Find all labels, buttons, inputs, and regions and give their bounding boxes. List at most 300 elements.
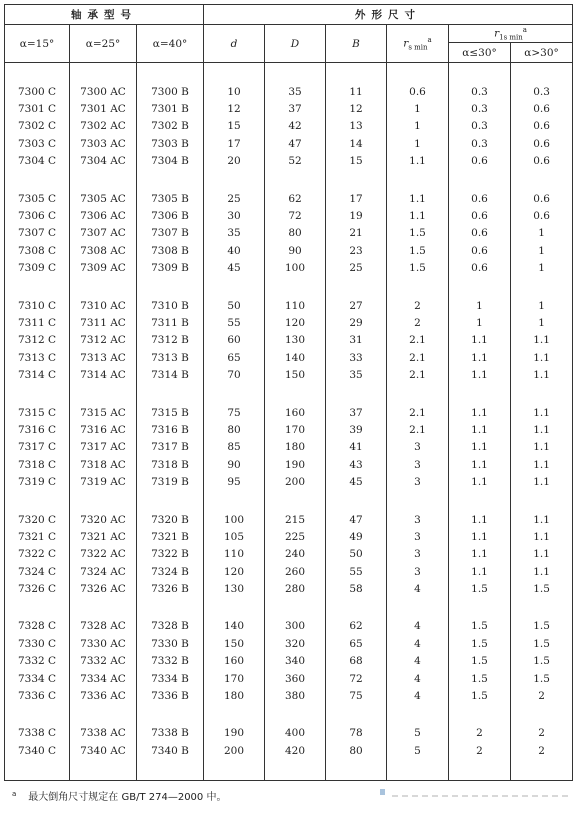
spacer-cell bbox=[5, 63, 70, 84]
cell-model-c: 7300 C bbox=[5, 83, 70, 100]
spacer-cell bbox=[5, 598, 70, 618]
cell-bore-d: 100 bbox=[204, 511, 265, 528]
cell-bore-d: 190 bbox=[204, 725, 265, 742]
table-row bbox=[5, 314, 573, 331]
group-spacer bbox=[5, 63, 573, 84]
cell-model-b: 7300 B bbox=[137, 83, 204, 100]
cell-r1s-gt30: 1.5 bbox=[511, 618, 573, 635]
footnote-mark: a bbox=[12, 789, 17, 798]
cell-model-ac: 7340 AC bbox=[70, 742, 137, 759]
cell-width-B: 58 bbox=[326, 580, 387, 597]
cell-bore-d: 17 bbox=[204, 135, 265, 152]
cell-width-B: 15 bbox=[326, 153, 387, 170]
cell-width-B: 78 bbox=[326, 725, 387, 742]
spacer-cell bbox=[204, 277, 265, 297]
spacer-cell bbox=[204, 705, 265, 725]
spacer-cell bbox=[449, 705, 511, 725]
cell-outer-D: 130 bbox=[265, 332, 326, 349]
cell-rs-min: 1.5 bbox=[387, 225, 449, 242]
cell-rs-min: 1 bbox=[387, 100, 449, 117]
cell-r1s-gt30: 2 bbox=[511, 742, 573, 759]
cell-model-b: 7303 B bbox=[137, 135, 204, 152]
table-row bbox=[5, 297, 573, 314]
cell-model-b: 7338 B bbox=[137, 725, 204, 742]
cell-r1s-le30: 1 bbox=[449, 297, 511, 314]
cell-r1s-gt30: 1.1 bbox=[511, 332, 573, 349]
header-rs-min: $r_{s min}^a$ bbox=[387, 25, 449, 63]
cell-r1s-le30: 0.3 bbox=[449, 83, 511, 100]
cell-outer-D: 180 bbox=[265, 439, 326, 456]
header-alpha-25: α=25° bbox=[70, 25, 137, 63]
cell-width-B: 75 bbox=[326, 687, 387, 704]
cell-rs-min: 1 bbox=[387, 135, 449, 152]
cell-rs-min: 3 bbox=[387, 456, 449, 473]
spacer-cell bbox=[387, 170, 449, 190]
cell-width-B: 50 bbox=[326, 546, 387, 563]
cell-width-B: 47 bbox=[326, 511, 387, 528]
cell-width-B: 43 bbox=[326, 456, 387, 473]
cell-model-b: 7312 B bbox=[137, 332, 204, 349]
cell-model-ac: 7300 AC bbox=[70, 83, 137, 100]
cell-r1s-gt30: 1.1 bbox=[511, 511, 573, 528]
cell-r1s-le30: 0.3 bbox=[449, 100, 511, 117]
spacer-cell bbox=[204, 598, 265, 618]
cell-outer-D: 62 bbox=[265, 190, 326, 207]
cell-model-b: 7304 B bbox=[137, 153, 204, 170]
cell-model-c: 7315 C bbox=[5, 404, 70, 421]
cell-r1s-gt30: 1.1 bbox=[511, 404, 573, 421]
spacer-cell bbox=[326, 63, 387, 84]
cell-model-c: 7320 C bbox=[5, 511, 70, 528]
cell-rs-min: 3 bbox=[387, 439, 449, 456]
spacer-cell bbox=[511, 63, 573, 84]
cell-model-c: 7318 C bbox=[5, 456, 70, 473]
cell-rs-min: 0.6 bbox=[387, 83, 449, 100]
cell-r1s-gt30: 1.1 bbox=[511, 563, 573, 580]
spacer-cell bbox=[265, 63, 326, 84]
cell-r1s-le30: 1.1 bbox=[449, 349, 511, 366]
cell-rs-min: 1.1 bbox=[387, 207, 449, 224]
cell-r1s-le30: 2 bbox=[449, 742, 511, 759]
cell-model-c: 7313 C bbox=[5, 349, 70, 366]
table-row bbox=[5, 153, 573, 170]
cell-r1s-gt30: 0.6 bbox=[511, 190, 573, 207]
cell-rs-min: 2 bbox=[387, 314, 449, 331]
header-r1s-min: $r_{1s min}^a$ bbox=[449, 25, 573, 43]
cell-model-ac: 7306 AC bbox=[70, 207, 137, 224]
cell-outer-D: 170 bbox=[265, 421, 326, 438]
cell-r1s-le30: 0.6 bbox=[449, 190, 511, 207]
end-cell bbox=[5, 760, 70, 781]
header-bearing-model: 轴承型号 bbox=[5, 5, 204, 25]
group-spacer bbox=[5, 705, 573, 725]
cell-r1s-le30: 1.5 bbox=[449, 687, 511, 704]
spacer-cell bbox=[265, 491, 326, 511]
cell-outer-D: 100 bbox=[265, 260, 326, 277]
cell-outer-D: 110 bbox=[265, 297, 326, 314]
spacer-cell bbox=[137, 384, 204, 404]
spacer-cell bbox=[265, 170, 326, 190]
spacer-cell bbox=[265, 277, 326, 297]
cell-width-B: 45 bbox=[326, 473, 387, 490]
cell-model-b: 7324 B bbox=[137, 563, 204, 580]
cell-model-b: 7332 B bbox=[137, 653, 204, 670]
cell-model-ac: 7336 AC bbox=[70, 687, 137, 704]
cell-bore-d: 60 bbox=[204, 332, 265, 349]
cell-model-b: 7319 B bbox=[137, 473, 204, 490]
cell-r1s-le30: 1.5 bbox=[449, 580, 511, 597]
cell-bore-d: 170 bbox=[204, 670, 265, 687]
spacer-cell bbox=[70, 63, 137, 84]
cell-bore-d: 90 bbox=[204, 456, 265, 473]
cell-outer-D: 140 bbox=[265, 349, 326, 366]
cell-bore-d: 55 bbox=[204, 314, 265, 331]
cell-width-B: 23 bbox=[326, 242, 387, 259]
table-row bbox=[5, 332, 573, 349]
cell-r1s-gt30: 0.6 bbox=[511, 118, 573, 135]
cell-model-b: 7313 B bbox=[137, 349, 204, 366]
cell-model-ac: 7304 AC bbox=[70, 153, 137, 170]
cell-model-b: 7336 B bbox=[137, 687, 204, 704]
spacer-cell bbox=[5, 170, 70, 190]
header-dimensions: 外形尺寸 bbox=[204, 5, 573, 25]
cell-bore-d: 85 bbox=[204, 439, 265, 456]
cell-rs-min: 4 bbox=[387, 670, 449, 687]
table-row bbox=[5, 635, 573, 652]
cell-outer-D: 72 bbox=[265, 207, 326, 224]
scan-artifact-line bbox=[392, 795, 572, 797]
cell-model-c: 7302 C bbox=[5, 118, 70, 135]
cell-r1s-le30: 0.3 bbox=[449, 118, 511, 135]
table-row bbox=[5, 366, 573, 383]
cell-width-B: 31 bbox=[326, 332, 387, 349]
spacer-cell bbox=[204, 170, 265, 190]
cell-r1s-gt30: 1 bbox=[511, 314, 573, 331]
cell-width-B: 62 bbox=[326, 618, 387, 635]
cell-r1s-gt30: 1 bbox=[511, 297, 573, 314]
cell-bore-d: 15 bbox=[204, 118, 265, 135]
cell-outer-D: 300 bbox=[265, 618, 326, 635]
cell-model-c: 7311 C bbox=[5, 314, 70, 331]
cell-width-B: 19 bbox=[326, 207, 387, 224]
cell-model-ac: 7326 AC bbox=[70, 580, 137, 597]
cell-model-b: 7308 B bbox=[137, 242, 204, 259]
table-row bbox=[5, 742, 573, 759]
cell-model-ac: 7338 AC bbox=[70, 725, 137, 742]
scan-artifact bbox=[380, 789, 385, 795]
cell-outer-D: 260 bbox=[265, 563, 326, 580]
table-row bbox=[5, 349, 573, 366]
cell-model-ac: 7308 AC bbox=[70, 242, 137, 259]
cell-rs-min: 1.1 bbox=[387, 190, 449, 207]
cell-r1s-le30: 1.5 bbox=[449, 670, 511, 687]
cell-r1s-gt30: 2 bbox=[511, 725, 573, 742]
table-row bbox=[5, 439, 573, 456]
table-end bbox=[5, 760, 573, 781]
table-row bbox=[5, 404, 573, 421]
cell-r1s-le30: 1.1 bbox=[449, 332, 511, 349]
cell-r1s-le30: 1.1 bbox=[449, 421, 511, 438]
cell-rs-min: 5 bbox=[387, 725, 449, 742]
cell-r1s-le30: 1.5 bbox=[449, 653, 511, 670]
spacer-cell bbox=[265, 598, 326, 618]
cell-width-B: 55 bbox=[326, 563, 387, 580]
cell-model-ac: 7310 AC bbox=[70, 297, 137, 314]
cell-outer-D: 380 bbox=[265, 687, 326, 704]
cell-model-c: 7309 C bbox=[5, 260, 70, 277]
cell-rs-min: 2.1 bbox=[387, 332, 449, 349]
cell-rs-min: 4 bbox=[387, 687, 449, 704]
cell-outer-D: 200 bbox=[265, 473, 326, 490]
cell-model-c: 7316 C bbox=[5, 421, 70, 438]
spacer-cell bbox=[137, 705, 204, 725]
group-spacer bbox=[5, 491, 573, 511]
cell-bore-d: 110 bbox=[204, 546, 265, 563]
cell-bore-d: 180 bbox=[204, 687, 265, 704]
cell-bore-d: 45 bbox=[204, 260, 265, 277]
cell-model-c: 7326 C bbox=[5, 580, 70, 597]
table-row bbox=[5, 580, 573, 597]
table-row bbox=[5, 670, 573, 687]
cell-bore-d: 105 bbox=[204, 528, 265, 545]
cell-model-b: 7311 B bbox=[137, 314, 204, 331]
table-row bbox=[5, 421, 573, 438]
spacer-cell bbox=[70, 384, 137, 404]
cell-width-B: 11 bbox=[326, 83, 387, 100]
spacer-cell bbox=[511, 598, 573, 618]
cell-bore-d: 95 bbox=[204, 473, 265, 490]
header-alpha-le-30: α≤30° bbox=[449, 43, 511, 63]
table-row bbox=[5, 725, 573, 742]
cell-width-B: 39 bbox=[326, 421, 387, 438]
spacer-cell bbox=[326, 598, 387, 618]
cell-outer-D: 80 bbox=[265, 225, 326, 242]
cell-r1s-le30: 1.5 bbox=[449, 635, 511, 652]
spacer-cell bbox=[137, 63, 204, 84]
cell-model-b: 7314 B bbox=[137, 366, 204, 383]
cell-rs-min: 2.1 bbox=[387, 421, 449, 438]
cell-r1s-le30: 0.6 bbox=[449, 207, 511, 224]
spacer-cell bbox=[387, 277, 449, 297]
spacer-cell bbox=[70, 491, 137, 511]
header-d: d bbox=[204, 25, 265, 63]
cell-r1s-le30: 1.1 bbox=[449, 366, 511, 383]
cell-rs-min: 4 bbox=[387, 618, 449, 635]
cell-model-c: 7322 C bbox=[5, 546, 70, 563]
cell-bore-d: 20 bbox=[204, 153, 265, 170]
cell-r1s-le30: 1.1 bbox=[449, 456, 511, 473]
cell-model-c: 7319 C bbox=[5, 473, 70, 490]
spacer-cell bbox=[5, 491, 70, 511]
cell-model-c: 7328 C bbox=[5, 618, 70, 635]
cell-model-b: 7322 B bbox=[137, 546, 204, 563]
bearing-dimension-table bbox=[4, 4, 573, 781]
cell-rs-min: 3 bbox=[387, 546, 449, 563]
cell-rs-min: 1 bbox=[387, 118, 449, 135]
spacer-cell bbox=[387, 705, 449, 725]
cell-outer-D: 190 bbox=[265, 456, 326, 473]
cell-bore-d: 10 bbox=[204, 83, 265, 100]
cell-width-B: 12 bbox=[326, 100, 387, 117]
cell-bore-d: 120 bbox=[204, 563, 265, 580]
spacer-cell bbox=[326, 491, 387, 511]
cell-width-B: 13 bbox=[326, 118, 387, 135]
cell-model-ac: 7301 AC bbox=[70, 100, 137, 117]
cell-rs-min: 1.1 bbox=[387, 153, 449, 170]
cell-outer-D: 160 bbox=[265, 404, 326, 421]
cell-r1s-gt30: 0.6 bbox=[511, 100, 573, 117]
cell-r1s-gt30: 1 bbox=[511, 225, 573, 242]
cell-outer-D: 280 bbox=[265, 580, 326, 597]
spacer-cell bbox=[137, 598, 204, 618]
table-header bbox=[5, 5, 573, 63]
cell-model-ac: 7303 AC bbox=[70, 135, 137, 152]
table-row bbox=[5, 135, 573, 152]
header-B: B bbox=[326, 25, 387, 63]
cell-rs-min: 2.1 bbox=[387, 349, 449, 366]
cell-rs-min: 4 bbox=[387, 635, 449, 652]
cell-rs-min: 5 bbox=[387, 742, 449, 759]
cell-model-ac: 7321 AC bbox=[70, 528, 137, 545]
cell-model-b: 7309 B bbox=[137, 260, 204, 277]
cell-model-ac: 7307 AC bbox=[70, 225, 137, 242]
group-spacer bbox=[5, 384, 573, 404]
cell-model-ac: 7324 AC bbox=[70, 563, 137, 580]
cell-outer-D: 340 bbox=[265, 653, 326, 670]
cell-model-b: 7326 B bbox=[137, 580, 204, 597]
cell-r1s-le30: 1.1 bbox=[449, 546, 511, 563]
end-cell bbox=[387, 760, 449, 781]
cell-bore-d: 40 bbox=[204, 242, 265, 259]
spacer-cell bbox=[449, 63, 511, 84]
group-spacer bbox=[5, 277, 573, 297]
cell-r1s-gt30: 1 bbox=[511, 260, 573, 277]
cell-model-c: 7301 C bbox=[5, 100, 70, 117]
cell-r1s-le30: 0.6 bbox=[449, 153, 511, 170]
cell-model-b: 7334 B bbox=[137, 670, 204, 687]
cell-r1s-gt30: 0.6 bbox=[511, 153, 573, 170]
cell-model-b: 7316 B bbox=[137, 421, 204, 438]
end-cell bbox=[326, 760, 387, 781]
cell-rs-min: 2 bbox=[387, 297, 449, 314]
cell-model-ac: 7322 AC bbox=[70, 546, 137, 563]
header-alpha-15: α=15° bbox=[5, 25, 70, 63]
cell-model-b: 7307 B bbox=[137, 225, 204, 242]
cell-r1s-le30: 2 bbox=[449, 725, 511, 742]
cell-model-ac: 7328 AC bbox=[70, 618, 137, 635]
cell-width-B: 27 bbox=[326, 297, 387, 314]
group-spacer bbox=[5, 170, 573, 190]
cell-model-ac: 7314 AC bbox=[70, 366, 137, 383]
cell-width-B: 41 bbox=[326, 439, 387, 456]
cell-r1s-gt30: 1.1 bbox=[511, 366, 573, 383]
spacer-cell bbox=[5, 705, 70, 725]
cell-model-b: 7328 B bbox=[137, 618, 204, 635]
table-row bbox=[5, 242, 573, 259]
cell-model-ac: 7334 AC bbox=[70, 670, 137, 687]
spacer-cell bbox=[511, 705, 573, 725]
cell-bore-d: 130 bbox=[204, 580, 265, 597]
cell-model-ac: 7320 AC bbox=[70, 511, 137, 528]
table-row bbox=[5, 546, 573, 563]
cell-r1s-gt30: 1.1 bbox=[511, 439, 573, 456]
table-row bbox=[5, 528, 573, 545]
table-row bbox=[5, 618, 573, 635]
end-cell bbox=[449, 760, 511, 781]
cell-r1s-gt30: 0.3 bbox=[511, 83, 573, 100]
end-cell bbox=[70, 760, 137, 781]
cell-model-b: 7340 B bbox=[137, 742, 204, 759]
table-row bbox=[5, 190, 573, 207]
cell-model-b: 7301 B bbox=[137, 100, 204, 117]
cell-rs-min: 3 bbox=[387, 511, 449, 528]
spacer-cell bbox=[70, 705, 137, 725]
cell-r1s-le30: 0.6 bbox=[449, 260, 511, 277]
cell-rs-min: 1.5 bbox=[387, 242, 449, 259]
cell-r1s-le30: 1.1 bbox=[449, 473, 511, 490]
cell-bore-d: 200 bbox=[204, 742, 265, 759]
table-row bbox=[5, 511, 573, 528]
cell-model-ac: 7317 AC bbox=[70, 439, 137, 456]
spacer-cell bbox=[326, 277, 387, 297]
spacer-cell bbox=[449, 170, 511, 190]
cell-r1s-le30: 1.1 bbox=[449, 563, 511, 580]
cell-r1s-gt30: 1.1 bbox=[511, 349, 573, 366]
cell-model-ac: 7305 AC bbox=[70, 190, 137, 207]
cell-model-b: 7318 B bbox=[137, 456, 204, 473]
cell-model-c: 7304 C bbox=[5, 153, 70, 170]
spacer-cell bbox=[326, 170, 387, 190]
cell-r1s-le30: 1.1 bbox=[449, 528, 511, 545]
cell-model-ac: 7332 AC bbox=[70, 653, 137, 670]
cell-model-c: 7310 C bbox=[5, 297, 70, 314]
spacer-cell bbox=[137, 170, 204, 190]
cell-model-ac: 7319 AC bbox=[70, 473, 137, 490]
group-spacer bbox=[5, 598, 573, 618]
cell-r1s-le30: 0.6 bbox=[449, 242, 511, 259]
cell-rs-min: 1.5 bbox=[387, 260, 449, 277]
cell-bore-d: 160 bbox=[204, 653, 265, 670]
cell-model-c: 7314 C bbox=[5, 366, 70, 383]
cell-bore-d: 80 bbox=[204, 421, 265, 438]
end-cell bbox=[204, 760, 265, 781]
cell-rs-min: 3 bbox=[387, 563, 449, 580]
spacer-cell bbox=[204, 491, 265, 511]
spacer-cell bbox=[449, 598, 511, 618]
cell-width-B: 14 bbox=[326, 135, 387, 152]
cell-outer-D: 150 bbox=[265, 366, 326, 383]
cell-r1s-le30: 0.3 bbox=[449, 135, 511, 152]
cell-outer-D: 120 bbox=[265, 314, 326, 331]
cell-model-b: 7330 B bbox=[137, 635, 204, 652]
spacer-cell bbox=[137, 491, 204, 511]
cell-outer-D: 47 bbox=[265, 135, 326, 152]
cell-model-c: 7332 C bbox=[5, 653, 70, 670]
spacer-cell bbox=[449, 491, 511, 511]
cell-width-B: 33 bbox=[326, 349, 387, 366]
cell-model-b: 7317 B bbox=[137, 439, 204, 456]
table-row bbox=[5, 83, 573, 100]
table-row bbox=[5, 100, 573, 117]
cell-model-c: 7324 C bbox=[5, 563, 70, 580]
cell-r1s-gt30: 1.5 bbox=[511, 580, 573, 597]
spacer-cell bbox=[70, 277, 137, 297]
cell-r1s-le30: 1.1 bbox=[449, 404, 511, 421]
cell-r1s-gt30: 1.1 bbox=[511, 546, 573, 563]
cell-outer-D: 37 bbox=[265, 100, 326, 117]
cell-r1s-le30: 0.6 bbox=[449, 225, 511, 242]
header-D: D bbox=[265, 25, 326, 63]
